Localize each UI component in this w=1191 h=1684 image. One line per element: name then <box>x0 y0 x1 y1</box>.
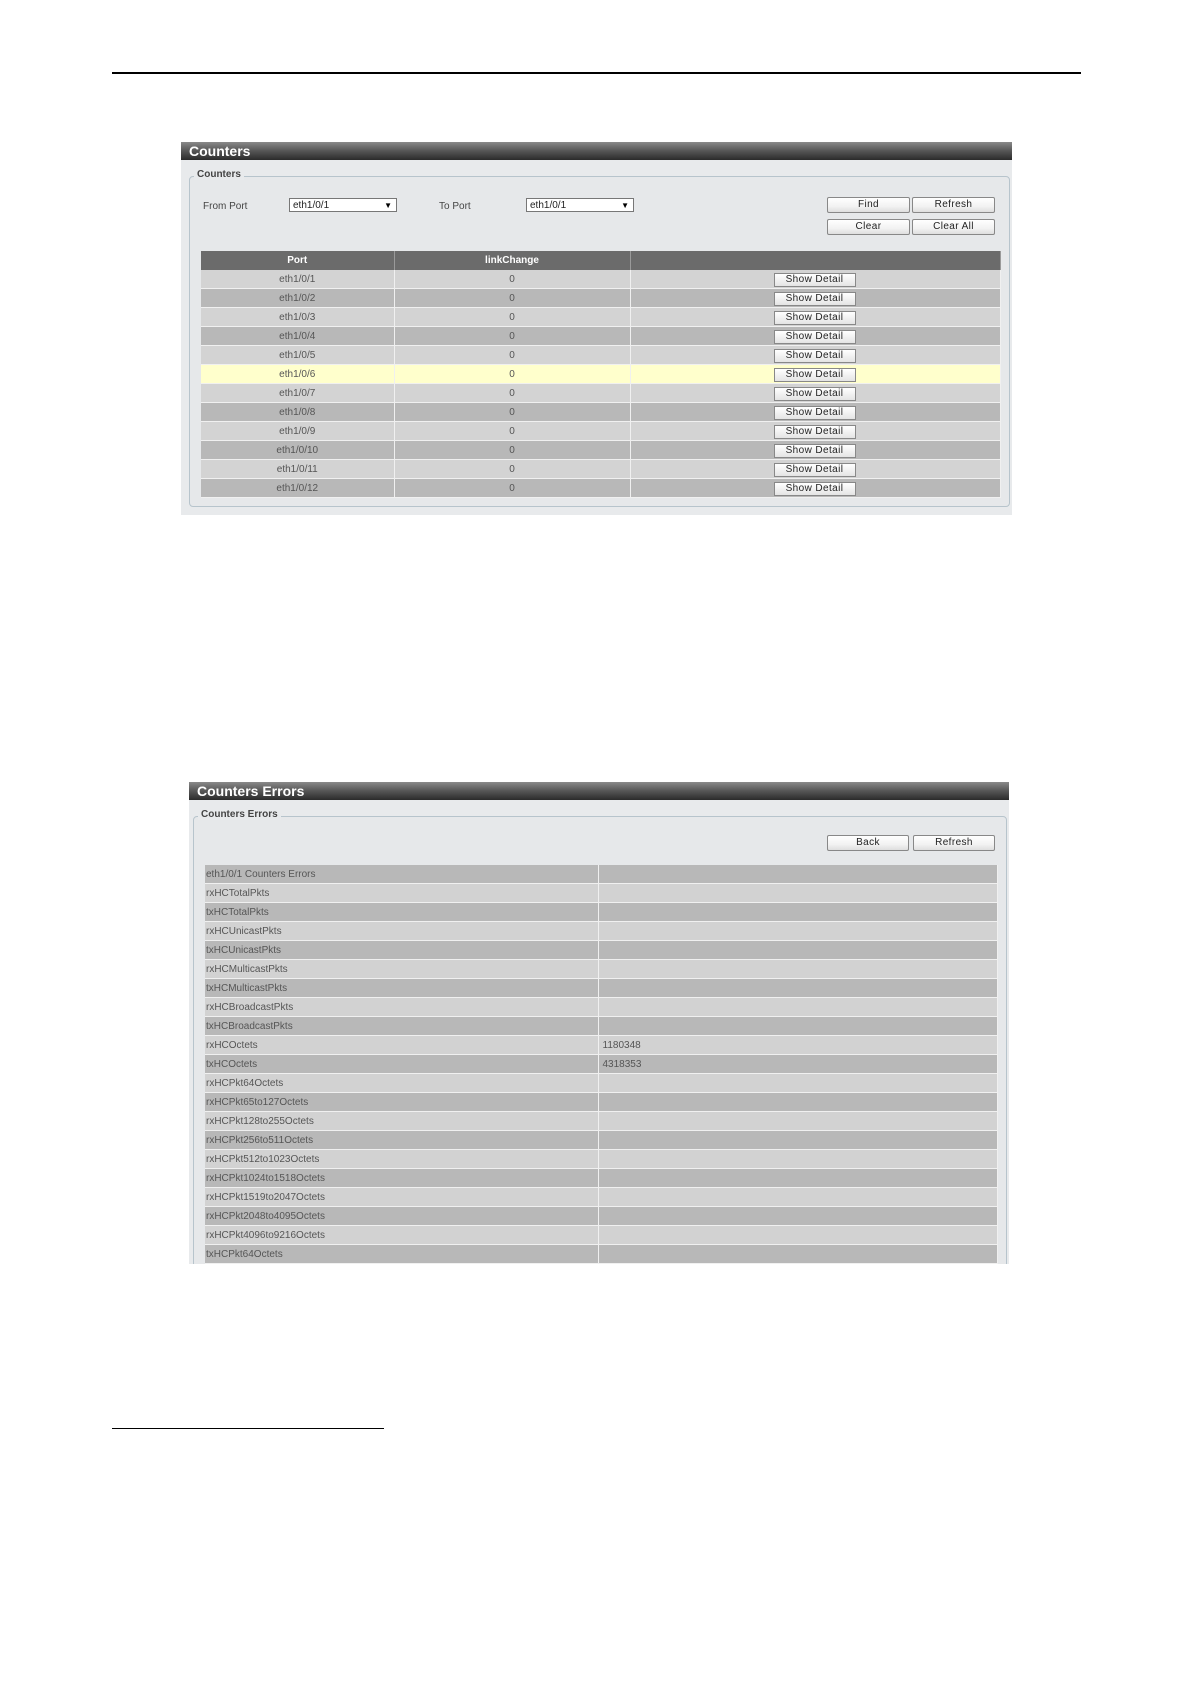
show-detail-button[interactable]: Show Detail <box>774 463 856 477</box>
table-row <box>205 1150 997 1169</box>
counter-name-cell: rxHCPkt65to127Octets <box>205 1093 598 1112</box>
footnote-rule <box>112 1428 384 1429</box>
counter-name-cell: rxHCPkt64Octets <box>205 1074 598 1093</box>
table-row <box>205 903 997 922</box>
from-port-label: From Port <box>203 201 248 212</box>
table-row <box>201 270 1000 289</box>
counters-errors-legend: Counters Errors <box>198 809 281 820</box>
action-cell <box>630 365 1000 384</box>
counter-value-cell <box>598 1074 997 1093</box>
table-row <box>201 289 1000 308</box>
table-row <box>205 1093 997 1112</box>
counter-name-cell: rxHCPkt2048to4095Octets <box>205 1207 598 1226</box>
chevron-down-icon: ▼ <box>384 201 392 210</box>
action-cell <box>630 479 1000 498</box>
table-row <box>205 1207 997 1226</box>
table-row <box>205 1131 997 1150</box>
show-detail-button[interactable]: Show Detail <box>774 406 856 420</box>
table-row <box>201 346 1000 365</box>
table-row <box>201 365 1000 384</box>
counter-value-cell: 4318353 <box>598 1055 997 1074</box>
table-row <box>205 1226 997 1245</box>
link-change-cell: 0 <box>394 403 630 422</box>
port-cell: eth1/0/2 <box>201 289 394 308</box>
table-row <box>201 460 1000 479</box>
show-detail-button[interactable]: Show Detail <box>774 387 856 401</box>
link-change-cell: 0 <box>394 384 630 403</box>
table-row <box>205 884 997 903</box>
counter-value-cell <box>598 865 997 884</box>
counter-name-cell: rxHCMulticastPkts <box>205 960 598 979</box>
link-change-cell: 0 <box>394 327 630 346</box>
counter-value-cell <box>598 903 997 922</box>
counter-value-cell <box>598 1150 997 1169</box>
action-cell <box>630 270 1000 289</box>
show-detail-button[interactable]: Show Detail <box>774 349 856 363</box>
counter-name-cell: txHCUnicastPkts <box>205 941 598 960</box>
table-row <box>201 479 1000 498</box>
table-row <box>205 922 997 941</box>
link-change-cell: 0 <box>394 422 630 441</box>
counters-panel-title: Counters <box>181 142 1012 160</box>
link-change-cell: 0 <box>394 308 630 327</box>
counter-value-cell <box>598 1017 997 1036</box>
counter-name-cell: rxHCPkt256to511Octets <box>205 1131 598 1150</box>
counter-value-cell <box>598 979 997 998</box>
to-port-select[interactable] <box>526 198 634 212</box>
link-change-cell: 0 <box>394 365 630 384</box>
port-cell: eth1/0/9 <box>201 422 394 441</box>
port-cell: eth1/0/12 <box>201 479 394 498</box>
action-cell <box>630 327 1000 346</box>
counter-value-cell <box>598 1245 997 1264</box>
table-header-row <box>201 251 1000 270</box>
counter-name-cell: txHCBroadcastPkts <box>205 1017 598 1036</box>
counters-errors-panel <box>189 782 1009 1264</box>
table-row <box>201 327 1000 346</box>
action-cell <box>630 422 1000 441</box>
counters-table <box>201 251 1001 498</box>
find-button[interactable]: Find <box>827 197 910 213</box>
action-cell <box>630 289 1000 308</box>
from-port-select[interactable] <box>289 198 397 212</box>
table-row <box>201 422 1000 441</box>
show-detail-button[interactable]: Show Detail <box>774 368 856 382</box>
table-row <box>205 1017 997 1036</box>
table-row <box>205 1074 997 1093</box>
table-row <box>205 941 997 960</box>
table-row <box>205 1112 997 1131</box>
table-row <box>201 403 1000 422</box>
port-cell: eth1/0/4 <box>201 327 394 346</box>
chevron-down-icon: ▼ <box>621 201 629 210</box>
counter-name-cell: eth1/0/1 Counters Errors <box>205 865 598 884</box>
link-change-cell: 0 <box>394 460 630 479</box>
port-cell: eth1/0/6 <box>201 365 394 384</box>
counter-value-cell <box>598 922 997 941</box>
counter-name-cell: txHCTotalPkts <box>205 903 598 922</box>
counter-value-cell <box>598 1226 997 1245</box>
counter-value-cell <box>598 1112 997 1131</box>
show-detail-button[interactable]: Show Detail <box>774 482 856 496</box>
page-header-rule <box>112 72 1081 74</box>
counter-name-cell: rxHCOctets <box>205 1036 598 1055</box>
table-row <box>205 1245 997 1264</box>
counter-value-cell <box>598 1207 997 1226</box>
refresh-button[interactable]: Refresh <box>913 835 995 851</box>
counters-errors-table <box>205 865 998 1264</box>
clear-button[interactable]: Clear <box>827 219 910 235</box>
column-header-port: Port <box>201 251 394 270</box>
port-cell: eth1/0/10 <box>201 441 394 460</box>
table-row <box>205 1055 997 1074</box>
action-cell <box>630 384 1000 403</box>
action-cell <box>630 441 1000 460</box>
show-detail-button[interactable]: Show Detail <box>774 311 856 325</box>
port-cell: eth1/0/5 <box>201 346 394 365</box>
table-row <box>205 979 997 998</box>
counter-value-cell <box>598 1093 997 1112</box>
counter-value-cell <box>598 998 997 1017</box>
counter-name-cell: txHCPkt64Octets <box>205 1245 598 1264</box>
show-detail-button[interactable]: Show Detail <box>774 292 856 306</box>
counter-value-cell <box>598 960 997 979</box>
table-row <box>205 1036 997 1055</box>
show-detail-button[interactable]: Show Detail <box>774 444 856 458</box>
clear-all-button[interactable]: Clear All <box>912 219 995 235</box>
counter-value-cell <box>598 1188 997 1207</box>
show-detail-button[interactable]: Show Detail <box>774 425 856 439</box>
counter-name-cell: rxHCPkt1024to1518Octets <box>205 1169 598 1188</box>
back-button[interactable]: Back <box>827 835 909 851</box>
action-cell <box>630 308 1000 327</box>
port-cell: eth1/0/11 <box>201 460 394 479</box>
table-row <box>205 998 997 1017</box>
column-header-action <box>630 251 1000 270</box>
port-cell: eth1/0/3 <box>201 308 394 327</box>
link-change-cell: 0 <box>394 441 630 460</box>
table-row <box>201 308 1000 327</box>
counter-name-cell: rxHCPkt512to1023Octets <box>205 1150 598 1169</box>
refresh-button[interactable]: Refresh <box>912 197 995 213</box>
action-cell <box>630 403 1000 422</box>
port-cell: eth1/0/7 <box>201 384 394 403</box>
counter-name-cell: rxHCPkt1519to2047Octets <box>205 1188 598 1207</box>
column-header-linkchange: linkChange <box>394 251 630 270</box>
counter-name-cell: rxHCPkt4096to9216Octets <box>205 1226 598 1245</box>
counters-panel <box>181 142 1012 515</box>
to-port-value: eth1/0/1 <box>530 200 567 211</box>
table-row <box>201 441 1000 460</box>
table-row <box>201 384 1000 403</box>
link-change-cell: 0 <box>394 289 630 308</box>
action-cell <box>630 460 1000 479</box>
counter-name-cell: rxHCPkt128to255Octets <box>205 1112 598 1131</box>
counter-value-cell <box>598 1169 997 1188</box>
link-change-cell: 0 <box>394 346 630 365</box>
counters-errors-panel-title: Counters Errors <box>189 782 1009 800</box>
counter-name-cell: rxHCTotalPkts <box>205 884 598 903</box>
link-change-cell: 0 <box>394 479 630 498</box>
counter-value-cell <box>598 1131 997 1150</box>
from-port-value: eth1/0/1 <box>293 200 330 211</box>
action-cell <box>630 346 1000 365</box>
show-detail-button[interactable]: Show Detail <box>774 330 856 344</box>
counter-value-cell: 1180348 <box>598 1036 997 1055</box>
table-row <box>205 1188 997 1207</box>
port-cell: eth1/0/8 <box>201 403 394 422</box>
show-detail-button[interactable]: Show Detail <box>774 273 856 287</box>
counter-name-cell: txHCOctets <box>205 1055 598 1074</box>
counter-name-cell: rxHCUnicastPkts <box>205 922 598 941</box>
port-cell: eth1/0/1 <box>201 270 394 289</box>
to-port-label: To Port <box>439 201 471 212</box>
table-row <box>205 960 997 979</box>
counter-name-cell: txHCMulticastPkts <box>205 979 598 998</box>
counter-value-cell <box>598 884 997 903</box>
table-row <box>205 1169 997 1188</box>
table-row <box>205 865 997 884</box>
counter-value-cell <box>598 941 997 960</box>
counters-legend: Counters <box>194 169 244 180</box>
counter-name-cell: rxHCBroadcastPkts <box>205 998 598 1017</box>
link-change-cell: 0 <box>394 270 630 289</box>
